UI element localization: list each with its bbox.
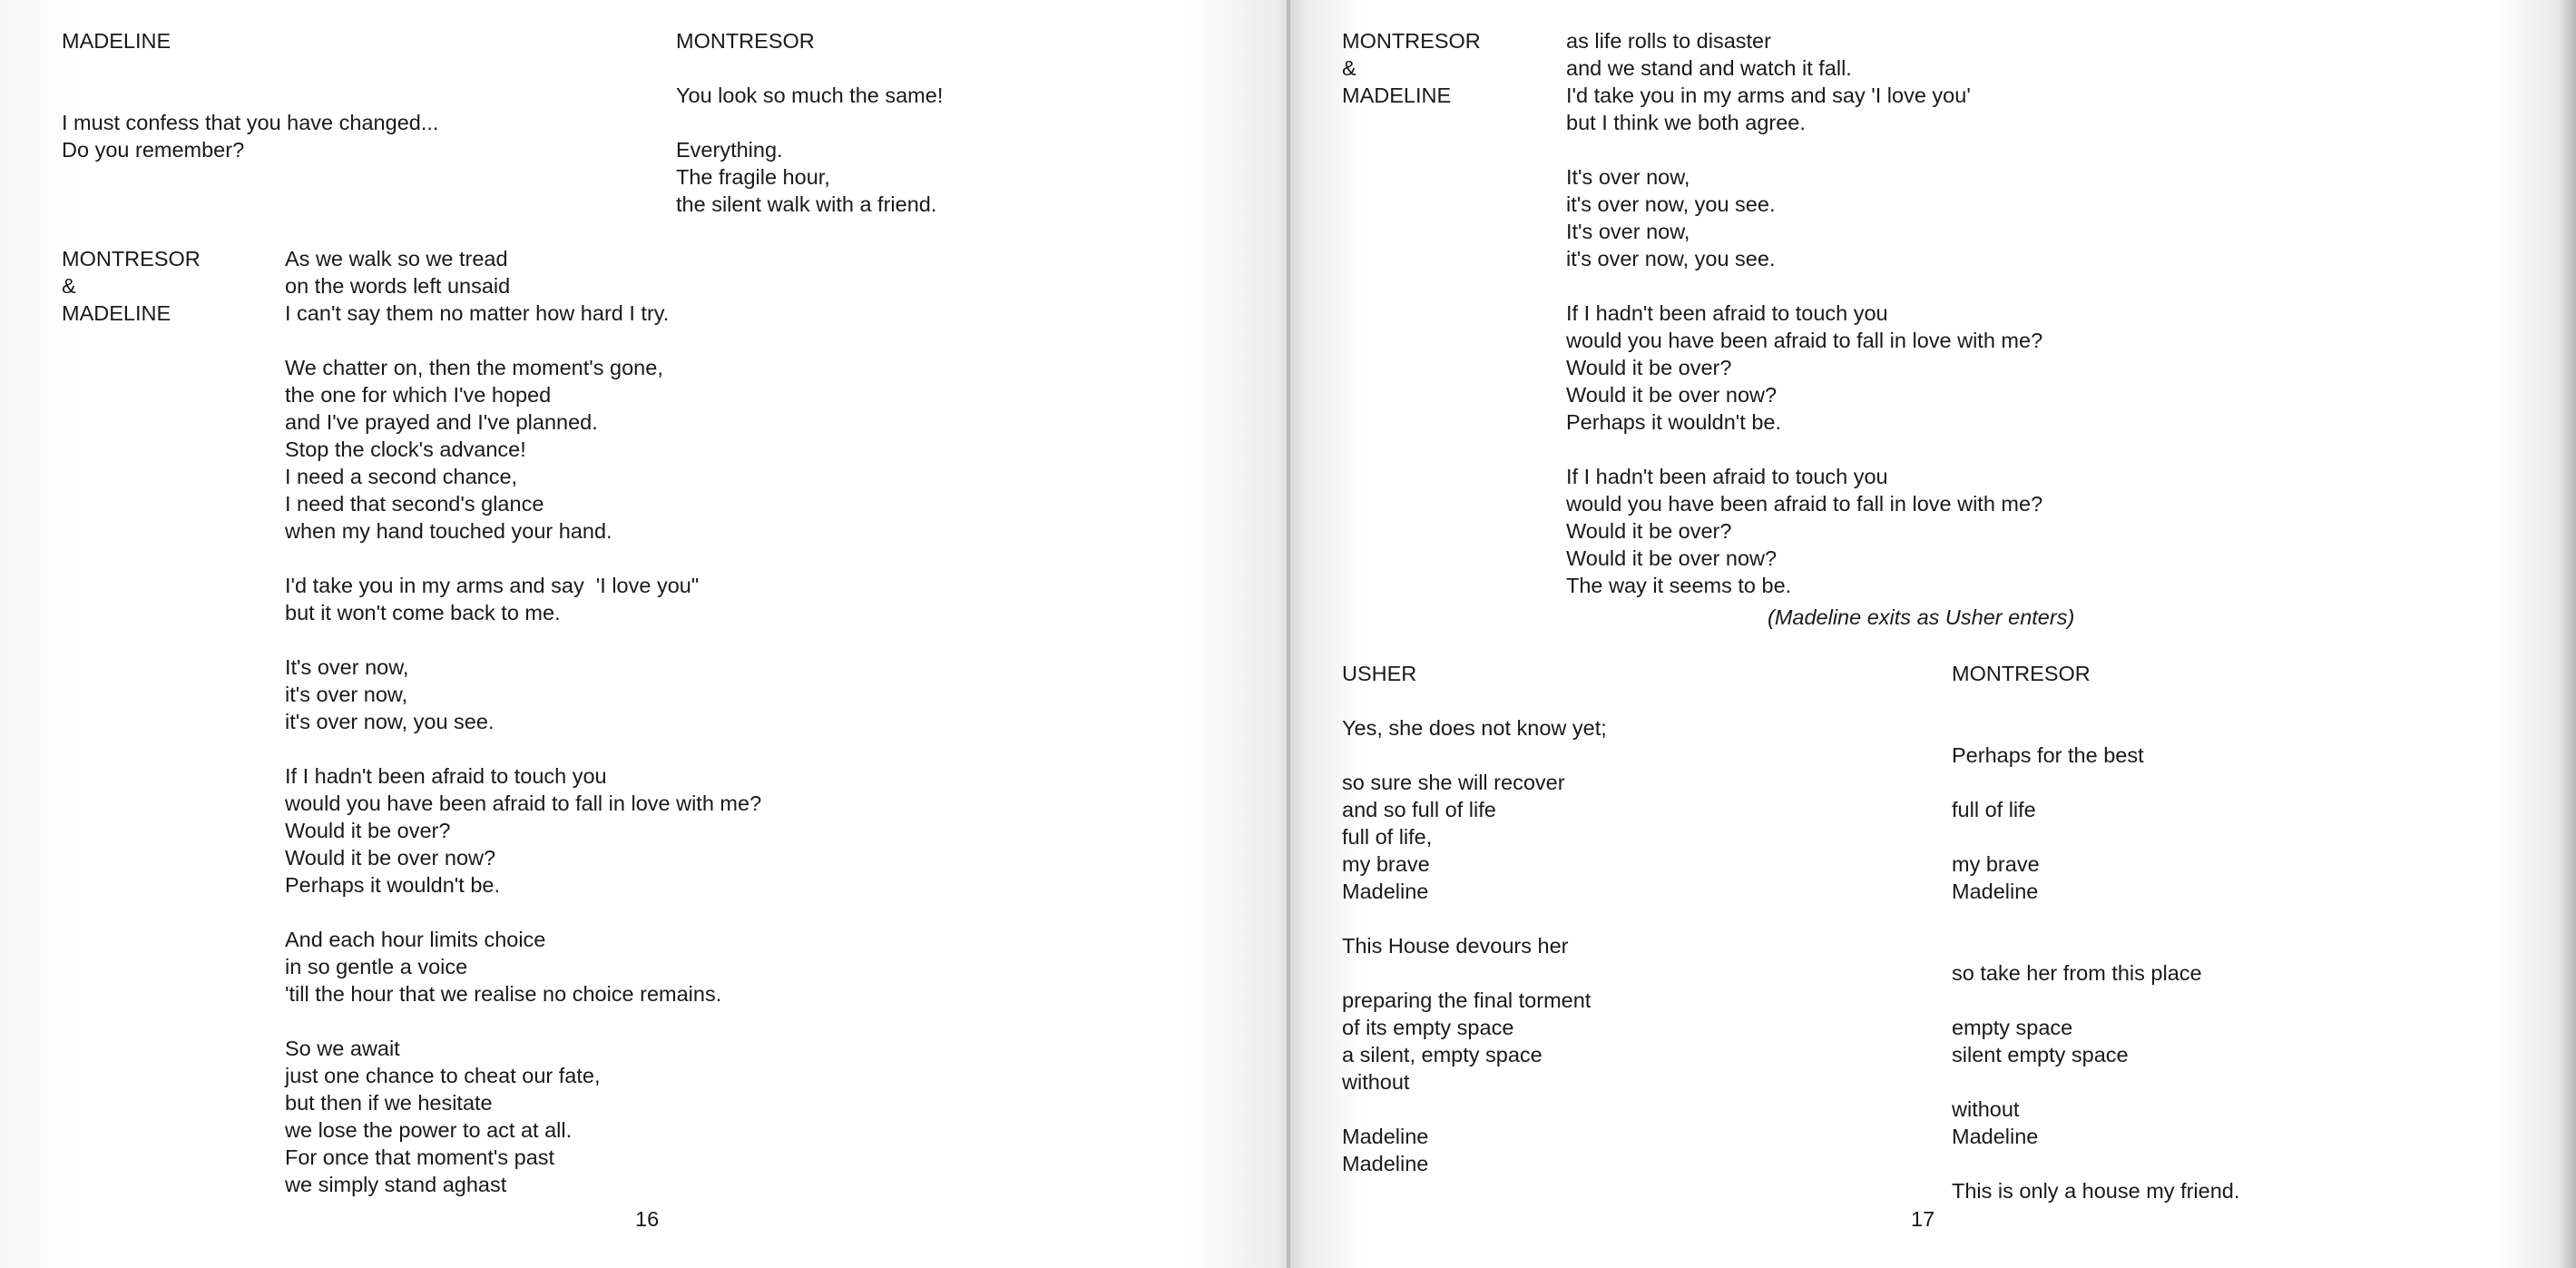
lyric-line: [1952, 932, 2239, 959]
lyric-line: Perhaps for the best: [1952, 743, 2144, 767]
lyric-line: The way it seems to be.: [1566, 574, 1792, 597]
lyric-line: so take her from this place: [1952, 961, 2202, 985]
lyric-line: when my hand touched your hand.: [285, 519, 612, 543]
lyric-line: it's over now, you see.: [285, 710, 495, 733]
lyric-line: Madeline: [1342, 1125, 1429, 1148]
speaker-name: MONTRESOR: [676, 29, 815, 53]
lyric-line: it's over now,: [285, 683, 408, 706]
lyric-line: [1952, 1150, 2239, 1177]
lyric-line: Madeline: [1342, 880, 1429, 903]
duet-lyrics: [285, 245, 761, 1198]
usher-lines: [1342, 714, 1607, 1177]
lyric-line: It's over now,: [1566, 165, 1690, 189]
lyric-line: The fragile hour,: [676, 165, 830, 189]
lyric-line: but I think we both agree.: [1566, 111, 1806, 134]
lyric-line: full of life: [1952, 798, 2036, 821]
lyric-line: [1952, 823, 2239, 850]
lyric-line: [1566, 272, 2042, 300]
lyric-line: Would it be over now?: [1566, 383, 1778, 407]
lyric-line: the one for which I've hoped: [285, 383, 552, 407]
lyric-line: as life rolls to disaster: [1566, 29, 1771, 53]
lyric-line: Do you remember?: [62, 138, 245, 162]
lyric-line: [285, 327, 761, 354]
lyric-line: so sure she will recover: [1342, 771, 1565, 794]
speaker-name: MADELINE: [62, 29, 171, 53]
lyric-line: And each hour limits choice: [285, 928, 546, 951]
lyric-line: full of life,: [1342, 825, 1433, 849]
lyric-line: [1952, 769, 2239, 796]
page-number: 17: [1911, 1207, 1935, 1231]
lyric-line: and I've prayed and I've planned.: [285, 410, 598, 434]
duet-speakers: [1342, 27, 1481, 109]
duet-lyrics: [1566, 27, 2042, 599]
lyric-line: [1342, 1096, 1607, 1123]
lyric-line: but it won't come back to me.: [285, 601, 561, 624]
lyric-line: [285, 899, 761, 926]
lyric-line: [1952, 905, 2239, 932]
lyric-line: and we stand and watch it fall.: [1566, 56, 1852, 80]
lyric-line: but then if we hesitate: [285, 1091, 493, 1115]
lyric-line: a silent, empty space: [1342, 1043, 1543, 1066]
lyric-line: 'till the hour that we realise no choice remains.: [285, 982, 722, 1006]
lyric-line: my brave: [1952, 852, 2040, 876]
lyric-line: If I hadn't been afraid to touch you: [1566, 301, 1888, 325]
lyric-line: [285, 545, 761, 572]
lyric-line: would you have been afraid to fall in love with me?: [285, 791, 762, 815]
lyric-line: It's over now,: [285, 655, 409, 679]
page-17: [1288, 0, 2576, 1268]
lyric-line: MONTRESOR: [1342, 29, 1481, 53]
lyric-line: it's over now, you see.: [1566, 247, 1776, 270]
lyric-line: MONTRESOR: [62, 247, 201, 270]
lyric-line: [1952, 987, 2239, 1014]
montresor-lines: [1952, 742, 2239, 1204]
lyric-line: For once that moment's past: [285, 1145, 555, 1169]
lyric-line: &: [1342, 56, 1357, 80]
lyric-line: silent empty space: [1952, 1043, 2129, 1066]
lyric-line: we simply stand aghast: [285, 1173, 507, 1196]
lyric-line: would you have been afraid to fall in love with me?: [1566, 492, 2043, 516]
usher-speaker-heading: [1342, 660, 1416, 687]
lyric-line: I'd take you in my arms and say 'I love you": [285, 574, 700, 597]
page-number: 16: [635, 1207, 660, 1231]
lyric-line: MADELINE: [62, 301, 171, 325]
lyric-line: If I hadn't been afraid to touch you: [1566, 465, 1888, 488]
lyric-line: This is only a house my friend.: [1952, 1179, 2240, 1203]
lyric-line: [1342, 742, 1607, 769]
lyric-line: empty space: [1952, 1016, 2073, 1039]
speaker-name: USHER: [1342, 662, 1417, 685]
lyric-line: It's over now,: [1566, 220, 1690, 243]
lyric-line: Would it be over now?: [285, 846, 496, 870]
duet-speakers: [62, 245, 201, 327]
lyric-line: [1952, 1068, 2239, 1096]
montresor-speaker-heading: [676, 27, 815, 54]
stage-direction-text: (Madeline exits as Usher enters): [1768, 605, 2075, 629]
lyric-line: [676, 109, 943, 136]
lyric-line: of its empty space: [1342, 1016, 1514, 1039]
madeline-lines: [62, 109, 438, 163]
montresor-speaker-heading: [1952, 660, 2091, 687]
lyric-line: You look so much the same!: [676, 84, 944, 107]
montresor-lines: [676, 82, 943, 218]
lyric-line: Yes, she does not know yet;: [1342, 716, 1607, 740]
lyric-line: [285, 735, 761, 762]
lyric-line: Madeline: [1952, 880, 2039, 903]
lyric-line: Would it be over?: [285, 819, 451, 842]
lyric-line: So we await: [285, 1037, 400, 1060]
lyric-line: would you have been afraid to fall in love with me?: [1566, 329, 2043, 352]
lyric-line: Perhaps it wouldn't be.: [285, 873, 501, 897]
lyric-line: [1342, 905, 1607, 932]
lyric-line: it's over now, you see.: [1566, 192, 1776, 216]
lyric-line: I must confess that you have changed...: [62, 111, 439, 134]
lyric-line: I need that second's glance: [285, 492, 544, 516]
lyric-line: [1566, 136, 2042, 163]
lyric-line: without: [1342, 1070, 1410, 1094]
lyric-line: If I hadn't been afraid to touch you: [285, 764, 607, 788]
lyric-line: MADELINE: [1342, 84, 1452, 107]
lyric-line: Madeline: [1952, 1125, 2039, 1148]
lyric-line: Madeline: [1342, 1152, 1429, 1175]
lyric-line: on the words left unsaid: [285, 274, 511, 298]
lyric-line: As we walk so we tread: [285, 247, 508, 270]
speaker-name: MONTRESOR: [1952, 662, 2091, 685]
lyric-line: in so gentle a voice: [285, 955, 468, 978]
lyric-line: without: [1952, 1097, 2020, 1121]
lyric-line: This House devours her: [1342, 934, 1569, 958]
lyric-line: We chatter on, then the moment's gone,: [285, 356, 663, 379]
lyric-line: I need a second chance,: [285, 465, 518, 488]
lyric-line: Would it be over now?: [1566, 546, 1778, 570]
stage-direction: [1768, 604, 2074, 631]
lyric-line: I can't say them no matter how hard I try.: [285, 301, 670, 325]
lyric-line: my brave: [1342, 852, 1430, 876]
lyric-line: we lose the power to act at all.: [285, 1118, 573, 1142]
lyric-line: [285, 626, 761, 654]
lyric-line: I'd take you in my arms and say 'I love you': [1566, 84, 1971, 107]
lyric-line: Perhaps it wouldn't be.: [1566, 410, 1782, 434]
page-edge: [2561, 0, 2576, 1268]
lyric-line: and so full of life: [1342, 798, 1496, 821]
lyric-line: just one chance to cheat our fate,: [285, 1064, 601, 1087]
lyric-line: Would it be over?: [1566, 356, 1732, 379]
lyric-line: preparing the final torment: [1342, 988, 1592, 1012]
madeline-speaker-heading: [62, 27, 171, 54]
lyric-line: Would it be over?: [1566, 519, 1732, 543]
lyric-line: &: [62, 274, 76, 298]
lyric-line: [285, 1008, 761, 1035]
lyric-line: [1342, 959, 1607, 987]
lyric-line: [1566, 436, 2042, 463]
lyric-line: the silent walk with a friend.: [676, 192, 937, 216]
lyric-line: Everything.: [676, 138, 783, 162]
lyric-line: Stop the clock's advance!: [285, 437, 526, 461]
